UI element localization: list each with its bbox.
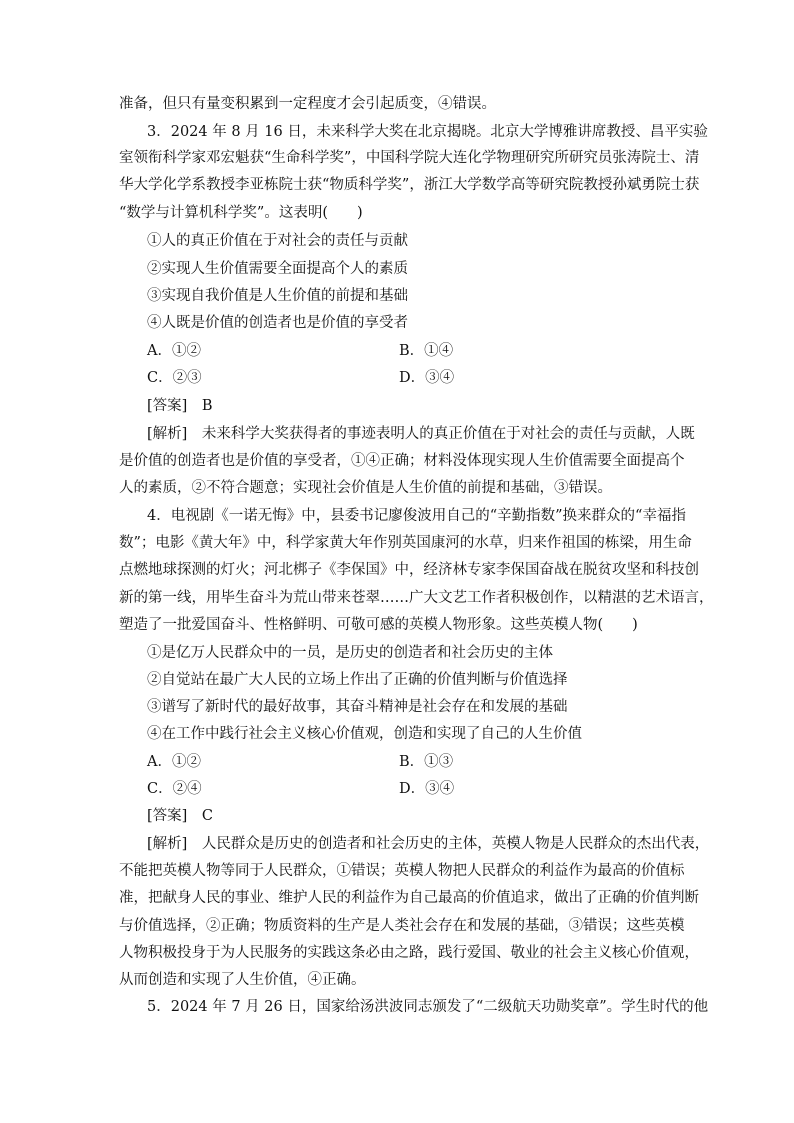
q4-option-d: D．③④	[399, 781, 455, 797]
q5-stem-line: 5．2024 年 7 月 26 日，国家给汤洪波同志颁发了“二级航天功勋奖章”。学生时代的他	[147, 999, 709, 1015]
q3-analysis-line: 人的素质，②不符合题意；实现社会价值是人生价值的前提和基础，③错误。	[119, 480, 612, 496]
q3-statement: ④人既是价值的创造者也是价值的享受者	[147, 315, 408, 331]
q4-analysis-line: 从而创造和实现了人生价值，④正确。	[119, 972, 366, 988]
q4-stem-line: 新的第一线，用毕生奋斗为荒山带来苍翠……广大文艺工作者积极创作，以精湛的艺术语言，	[119, 590, 714, 606]
q4-analysis-line: 不能把英模人物等同于人民群众，①错误；英模人物把人民群众的利益作为最高的价值标	[119, 863, 685, 879]
q4-option-b: B．①③	[399, 754, 454, 770]
q3-stem-line: “数学与计算机科学奖”。这表明( )	[119, 205, 363, 221]
q3-stem-line: 室领衔科学家邓宏魁获“生命科学奖”，中国科学院大连化学物理研究所研究员张涛院士、清	[119, 150, 700, 166]
q4-stem-line: 数”；电影《黄大年》中，科学家黄大年作别英国康河的水草，归来作祖国的栋梁，用生命	[119, 535, 692, 551]
q3-answer: [答案] B	[147, 398, 213, 414]
q4-analysis-line: 与价值选择，②正确；物质资料的生产是人类社会存在和发展的基础，③错误；这些英模	[119, 918, 685, 934]
q3-analysis-line: [解析] 未来科学大奖获得者的事迹表明人的真正价值在于对社会的责任与贡献，人既	[147, 426, 695, 442]
q4-answer: [答案] C	[147, 808, 213, 824]
q4-statement: ④在工作中践行社会主义核心价值观，创造和实现了自己的人生价值	[147, 726, 582, 742]
q3-statement: ②实现人生价值需要全面提高个人的素质	[147, 261, 408, 277]
q4-analysis-line: 人物积极投身于为人民服务的实践这条必由之路，践行爱国、敬业的社会主义核心价值观，	[119, 945, 699, 961]
q3-statement: ①人的真正价值在于对社会的责任与贡献	[147, 233, 408, 249]
q3-stem-line: 华大学化学系教授李亚栋院士获“物质科学奖”，浙江大学数学高等研究院教授孙斌勇院士获	[119, 177, 700, 193]
q4-statement: ③谱写了新时代的最好故事，其奋斗精神是社会存在和发展的基础	[147, 699, 568, 715]
q4-stem-line: 点燃地球探测的灯火；河北梆子《李保国》中，经济林专家李保国奋战在脱贫攻坚和科技创	[119, 562, 699, 578]
q4-stem-line: 塑造了一批爱国奋斗、性格鲜明、可敬可感的英模人物形象。这些英模人物( )	[119, 617, 638, 633]
q4-statement: ①是亿万人民群众中的一员，是历史的创造者和社会历史的主体	[147, 645, 553, 661]
q3-statement: ③实现自我价值是人生价值的前提和基础	[147, 288, 408, 304]
q4-option-c: C．②④	[147, 781, 202, 797]
q4-stem-line: 4．电视剧《一诺无悔》中，县委书记廖俊波用自己的“辛勤指数”换来群众的“幸福指	[147, 508, 686, 524]
q4-analysis-line: 准，把献身人民的事业、维护人民的利益作为自己最高的价值追求，做出了正确的价值判断	[119, 890, 699, 906]
intro-tail: 准备，但只有量变积累到一定程度才会引起质变，④错误。	[119, 96, 496, 112]
q4-option-a: A．①②	[147, 754, 201, 770]
q3-option-a: A．①②	[147, 343, 201, 359]
q3-option-b: B．①④	[399, 343, 454, 359]
q3-stem-line: 3．2024 年 8 月 16 日，未来科学大奖在北京揭晓。北京大学博雅讲席教授、昌平实验	[147, 124, 708, 140]
q3-option-d: D．③④	[399, 370, 455, 386]
q4-statement: ②自觉站在最广大人民的立场上作出了正确的价值判断与价值选择	[147, 672, 568, 688]
q4-analysis-line: [解析] 人民群众是历史的创造者和社会历史的主体，英模人物是人民群众的杰出代表，	[147, 836, 710, 852]
q3-analysis-line: 是价值的创造者也是价值的享受者，①④正确；材料没体现实现人生价值需要全面提高个	[119, 453, 685, 469]
q3-option-c: C．②③	[147, 370, 202, 386]
